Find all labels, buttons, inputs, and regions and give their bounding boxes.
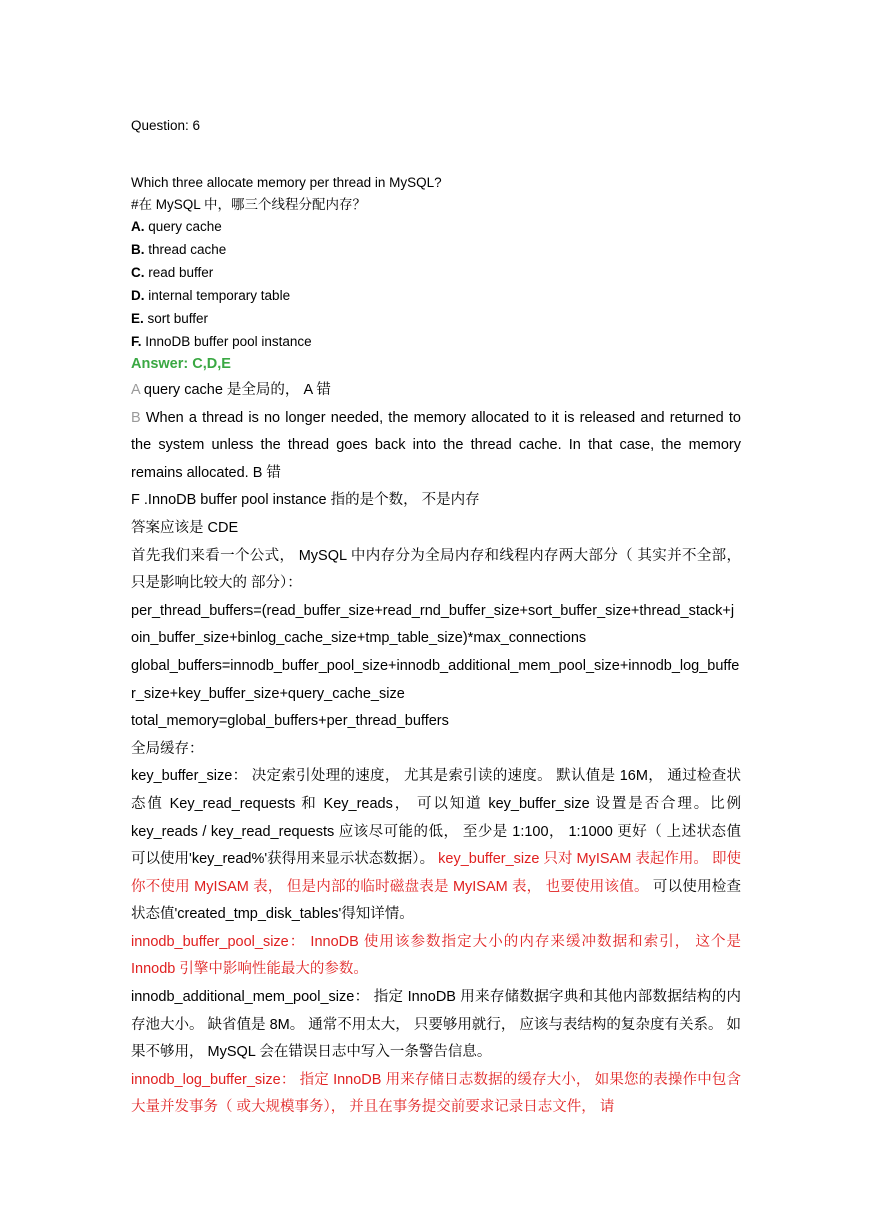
option-letter: A. xyxy=(131,219,145,234)
explanation-f: F .InnoDB buffer pool instance 指的是个数， 不是内存 xyxy=(131,492,480,509)
explanation-b xyxy=(131,405,741,488)
answer-line: Answer: C,D,E xyxy=(131,356,231,372)
global-cache-heading: 全局缓存： xyxy=(131,740,204,757)
option-text: thread cache xyxy=(144,242,227,257)
option-letter: F. xyxy=(131,334,142,349)
answer-conclusion: 答案应该是 CDE xyxy=(131,519,239,536)
question-title: Question: 6 xyxy=(131,118,201,133)
letter-a: A xyxy=(131,382,140,398)
key-buffer-paragraph xyxy=(131,763,741,929)
option-text: InnoDB buffer pool instance xyxy=(141,334,312,349)
explanation-b-text: When a thread is no longer needed, the memory allocated to it is released and returned to the system unless the thread goes back into the thread cache. In that case, the memory remains allocated. B 错 xyxy=(131,409,741,481)
option-c xyxy=(131,261,741,284)
formula-total: total_memory=global_buffers+per_thread_buffers xyxy=(131,713,449,730)
explanation-a-text: query cache 是全局的， A 错 xyxy=(139,382,331,398)
option-letter: C. xyxy=(131,265,145,280)
innodb-log-buffer-paragraph: innodb_log_buffer_size： 指定 InnoDB 用来存储日志数据的缓存大小， 如果您的表操作中包含大量并发事务（ 或大规模事务）， 并且在事务提交前要求记录日志文件， 请 xyxy=(131,1071,741,1116)
innodb-additional-paragraph: innodb_additional_mem_pool_size： 指定 InnoDB 用来存储数据字典和其他内部数据结构的内存池大小。 缺省值是 8M。 通常不用太大， 只要够用就行， 应该与表结构的复杂度有关系。 如果不够用， MySQL 会在错误日志中写入一条警告信息。 xyxy=(131,989,741,1061)
question-block xyxy=(131,171,741,353)
key-buffer-highlight: key_buffer_size 只对 MyISAM 表起作用。 即使你不使用 MyISAM 表， 但是内部的临时磁盘表是 MyISAM 表， 也要使用该值。 xyxy=(131,851,742,895)
key-buffer-tail: 可以使用检查状态值'created_tmp_disk_tables'得知详情。 xyxy=(131,878,742,923)
explanation-a xyxy=(131,377,741,405)
formula-intro: 首先我们来看一个公式， MySQL 中内存分为全局内存和线程内存两大部分（ 其实并不全部， 只是影响比较大的 部分）： xyxy=(131,547,741,592)
question-text-zh: #在 MySQL 中，哪三个线程分配内存？ xyxy=(131,197,367,212)
question-text-en: Which three allocate memory per thread in MySQL? xyxy=(131,175,442,190)
option-text: sort buffer xyxy=(143,311,209,326)
option-e xyxy=(131,307,741,330)
option-f xyxy=(131,330,741,353)
option-a xyxy=(131,215,741,238)
formula-global: global_buffers=innodb_buffer_pool_size+innodb_additional_mem_pool_size+innodb_log_buffer_size+key_buffer_size+query_cache_size xyxy=(131,657,740,702)
option-text: query cache xyxy=(144,219,222,234)
option-text: read buffer xyxy=(144,265,214,280)
option-letter: B. xyxy=(131,242,145,257)
innodb-buffer-pool-paragraph: innodb_buffer_pool_size： InnoDB 使用该参数指定大小的内存来缓冲数据和索引， 这个是 Innodb 引擎中影响性能最大的参数。 xyxy=(131,933,741,978)
formula-per-thread: per_thread_buffers=(read_buffer_size+read_rnd_buffer_size+sort_buffer_size+thread_stack+join_buffer_size+binlog_cache_size+tmp_table_size)*max_connections xyxy=(131,602,735,647)
option-letter: E. xyxy=(131,311,144,326)
key-buffer-text: key_buffer_size： 决定索引处理的速度， 尤其是索引读的速度。 默认值是 16M， 通过检查状态值 Key_read_requests 和 Key_reads， 可以知道 key_buffer_size 设置是否合理。比例 key_reads / key_read_requests 应该尽可能的低， 至少是 1:100， 1:1000 更好（ 上述状态值可以使用'key_read%'获得用来显示状态数据）。 xyxy=(131,768,741,868)
option-b xyxy=(131,238,741,261)
option-text: internal temporary table xyxy=(144,288,291,303)
option-d xyxy=(131,284,741,307)
option-letter: D. xyxy=(131,288,145,303)
document-content xyxy=(131,116,741,1122)
letter-b: B xyxy=(131,409,141,426)
explanation xyxy=(131,377,741,1122)
